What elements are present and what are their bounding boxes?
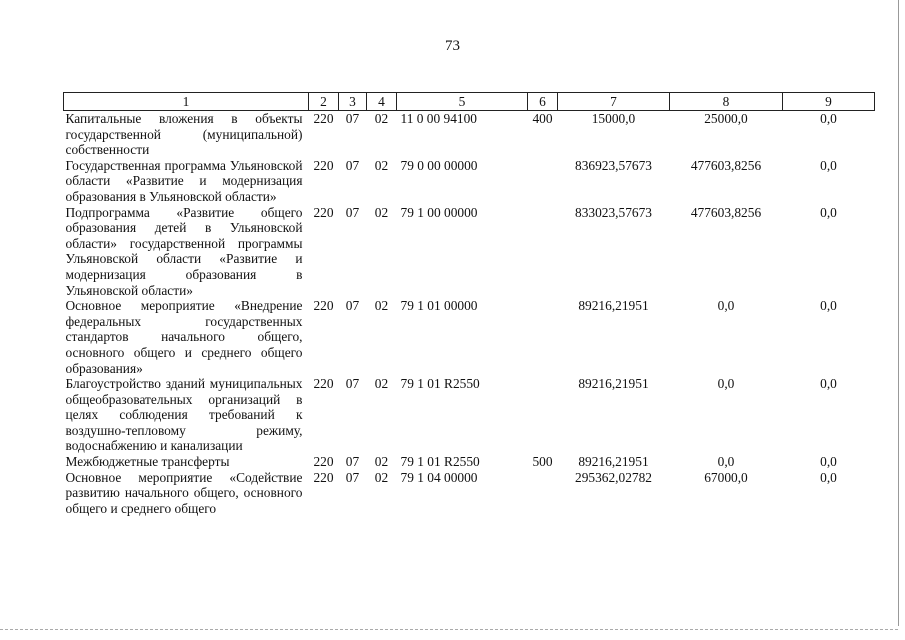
row-grbs: 220 [313, 469, 334, 485]
row-name: Государственная программа Ульяновской области «Развитие и модернизация образования в Ульяновской области» [65, 157, 303, 204]
header-col-4: 4 [367, 93, 397, 111]
row-section: 07 [345, 157, 360, 173]
table-row [64, 470, 875, 517]
row-value-9: 0,0 [820, 157, 837, 173]
row-value-8: 0,0 [717, 376, 735, 392]
row-subsection: 02 [374, 469, 389, 485]
row-grbs: 220 [313, 157, 334, 173]
row-value-9: 0,0 [820, 111, 837, 126]
row-grbs: 220 [313, 204, 334, 220]
row-grbs: 220 [313, 111, 334, 126]
row-section: 07 [345, 298, 360, 314]
row-section: 07 [345, 204, 360, 220]
row-expense-type [528, 376, 558, 454]
table-row [64, 454, 875, 470]
row-target-code: 79 1 00 00000 [400, 204, 478, 220]
row-grbs: 220 [313, 454, 334, 470]
table-header-row [64, 93, 875, 111]
header-col-5: 5 [397, 93, 528, 111]
row-value-7: 833023,57673 [575, 204, 652, 220]
row-target-code: 79 1 01 R2550 [400, 454, 480, 470]
row-section: 07 [345, 376, 360, 392]
row-value-7: 89216,21951 [578, 298, 649, 314]
row-value-7: 836923,57673 [575, 157, 652, 173]
budget-table [63, 92, 875, 516]
header-col-3: 3 [339, 93, 367, 111]
row-value-9: 0,0 [820, 204, 837, 220]
header-col-6: 6 [528, 93, 558, 111]
row-name: Капитальные вложения в объекты государственной (муниципальной) собственности [65, 111, 303, 158]
row-expense-type [528, 470, 558, 517]
header-col-1: 1 [64, 93, 309, 111]
header-col-7: 7 [558, 93, 670, 111]
table-row [64, 111, 875, 158]
row-name: Основное мероприятие «Содействие развитию начального общего, основного общего и среднего общего [65, 469, 303, 516]
row-value-9: 0,0 [820, 454, 837, 470]
row-expense-type [528, 205, 558, 299]
page-edge-bottom [0, 629, 898, 630]
row-value-9: 0,0 [820, 469, 837, 485]
row-value-7: 15000,0 [591, 111, 636, 126]
row-section: 07 [345, 454, 360, 470]
row-value-8: 67000,0 [704, 469, 748, 485]
row-expense-type [528, 158, 558, 205]
row-expense-type [528, 298, 558, 376]
row-subsection: 02 [374, 157, 389, 173]
row-expense-type: 400 [532, 111, 553, 126]
row-section: 07 [345, 469, 360, 485]
row-value-8: 0,0 [717, 298, 735, 314]
row-section: 07 [345, 111, 360, 126]
row-subsection: 02 [374, 204, 389, 220]
row-expense-type: 500 [532, 454, 553, 470]
table-row [64, 158, 875, 205]
row-target-code: 11 0 00 94100 [400, 111, 477, 126]
row-value-9: 0,0 [820, 376, 837, 392]
row-target-code: 79 1 01 00000 [400, 298, 478, 314]
row-name: Благоустройство зданий муниципальных общеобразовательных организаций в целях соблюдения требований к воздушно-тепловому режиму, водоснабжению и канализации [65, 376, 303, 454]
table-row [64, 376, 875, 454]
row-target-code: 79 1 01 R2550 [400, 376, 480, 392]
row-value-8: 477603,8256 [690, 204, 762, 220]
page-number: 73 [445, 38, 460, 54]
row-value-7: 89216,21951 [578, 454, 649, 470]
row-subsection: 02 [374, 111, 389, 126]
table-row [64, 205, 875, 299]
row-subsection: 02 [374, 376, 389, 392]
row-name: Основное мероприятие «Внедрение федеральных государственных стандартов начального общего, основного общего и среднего общего образования» [65, 298, 303, 376]
row-target-code: 79 1 04 00000 [400, 469, 478, 485]
row-target-code: 79 0 00 00000 [400, 157, 478, 173]
row-subsection: 02 [374, 298, 389, 314]
header-col-2: 2 [309, 93, 339, 111]
page-edge-right [898, 0, 899, 626]
row-value-8: 0,0 [717, 454, 735, 470]
row-value-7: 89216,21951 [578, 376, 649, 392]
row-name: Подпрограмма «Развитие общего образования детей в Ульяновской области» государственной программы Ульяновской области «Развитие и модернизация образования в Ульяновской области» [65, 204, 303, 298]
row-subsection: 02 [374, 454, 389, 470]
row-value-8: 25000,0 [704, 111, 748, 126]
table-row [64, 298, 875, 376]
row-name: Межбюджетные трансферты [65, 454, 230, 470]
row-value-9: 0,0 [820, 298, 837, 314]
header-col-9: 9 [783, 93, 875, 111]
row-grbs: 220 [313, 376, 334, 392]
header-col-8: 8 [670, 93, 783, 111]
row-grbs: 220 [313, 298, 334, 314]
row-value-7: 295362,02782 [575, 469, 652, 485]
row-value-8: 477603,8256 [690, 157, 762, 173]
